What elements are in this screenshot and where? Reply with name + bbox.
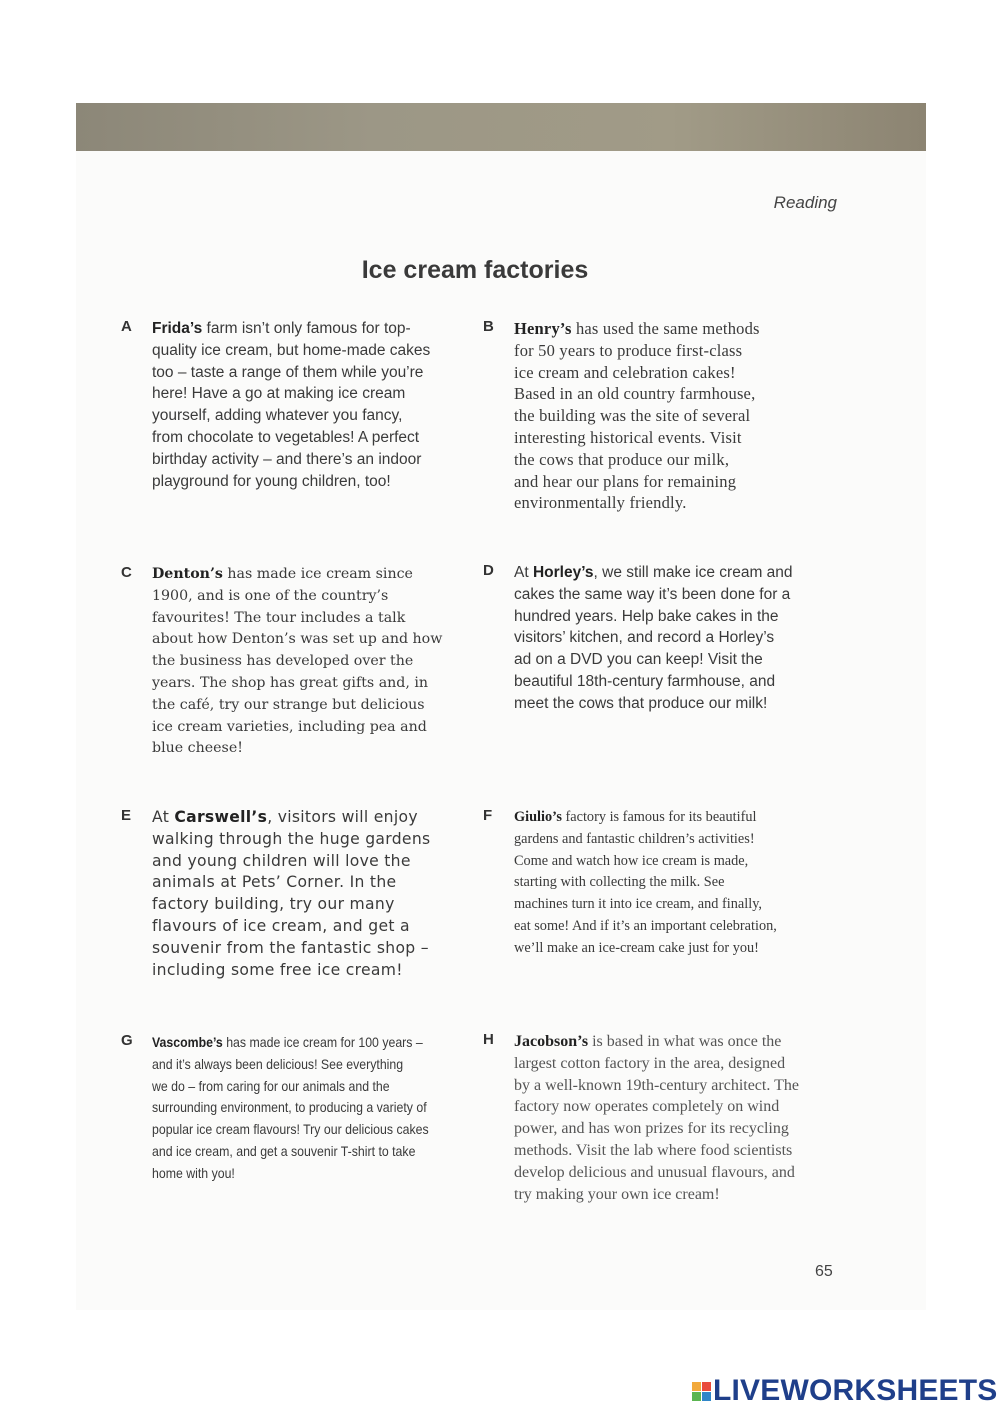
page-title: Ice cream factories <box>361 256 589 284</box>
entry-body: factory is famous for its beautiful gardens and fantastic children’s activities! Come and watch how ice cream is made, starting with collecting the milk. See machines turn it into ice cream, and finally, eat some! And if it’s an important celebration, we’ll make an ice-cream cake just for you! <box>514 809 777 956</box>
logo-square <box>692 1392 701 1401</box>
factory-name: Frida’s <box>152 320 203 337</box>
factory-name: Jacobson’s <box>514 1033 589 1050</box>
entry-letter: C <box>121 564 132 581</box>
factory-name: Denton’s <box>152 566 223 582</box>
logo-square <box>702 1392 711 1401</box>
logo-text: LIVEWORKSHEETS <box>713 1374 998 1407</box>
entry-letter: F <box>483 807 493 824</box>
entry-text <box>514 562 793 715</box>
entry-body: has made ice cream since 1900, and is one of the country’s favourites! The tour includes a talk about how Denton’s was set up and how the business has developed over the years. The shop has great gifts and, in the café, try our strange but delicious ice cream varieties, including pea and blue cheese! <box>152 566 443 757</box>
entry-text <box>152 1032 504 1185</box>
entry-prefix: At <box>514 564 533 581</box>
factory-name: Henry’s <box>514 319 572 338</box>
entry-letter: A <box>121 318 132 335</box>
logo-square <box>702 1382 711 1391</box>
entry-text <box>152 564 442 760</box>
section-label: Reading <box>773 193 837 212</box>
entry-body: has made ice cream for 100 years – and it’s always been delicious! See everything we do – from caring for our animals and the surrounding environment, to producing a variety of popular ice cream flavours! Try our delicious cakes and ice cream, and get a souvenir T-shirt to take home with you! <box>152 1034 429 1181</box>
entry-text <box>152 807 430 981</box>
factory-name: Horley’s <box>532 564 594 581</box>
entry-letter: H <box>483 1031 494 1048</box>
entry-letter: D <box>483 562 494 579</box>
entry-letter: B <box>483 318 494 335</box>
entry-body: is based in what was once the largest cotton factory in the area, designed by a well-known 19th-century architect. The factory now operates completely on wind power, and has won prizes for its recycling methods. Visit the lab where food scientists develop delicious and unusual flavours, and try making your own ice cream! <box>514 1033 799 1203</box>
factory-name: Carswell’s <box>174 808 268 826</box>
entry-text <box>514 1031 799 1205</box>
entry-letter: G <box>121 1032 133 1049</box>
liveworksheets-logo[interactable] <box>692 1374 998 1408</box>
entry-text <box>152 318 430 492</box>
entry-text <box>514 318 760 514</box>
entry-body: has used the same methods for 50 years to produce first-class ice cream and celebration cakes! Based in an old country farmhouse, the building was the site of several interesting historical events. Visit the cows that produce our milk, and hear our plans for remaining environmentally friendly. <box>514 319 760 513</box>
entry-prefix: At <box>152 808 175 826</box>
header-band <box>76 103 926 151</box>
factory-name: Giulio’s <box>514 809 562 825</box>
logo-mark-icon <box>692 1382 711 1401</box>
logo-square <box>692 1382 701 1391</box>
entry-body: , we still make ice cream and cakes the same way it’s been done for a hundred years. Help bake cakes in the visitors’ kitchen, and record a Horley’s ad on a DVD you can keep! Visit the beautiful 18th-century farmhouse, and meet the cows that produce our milk! <box>514 564 793 712</box>
entry-letter: E <box>121 807 132 824</box>
entry-body: farm isn’t only famous for top- quality ice cream, but home-made cakes too – taste a range of them while you’re here! Have a go at making ice cream yourself, adding whatever you fancy, from chocolate to vegetables! A perfect birthday activity – and there’s an indoor playground for young children, too! <box>152 320 431 490</box>
entry-body: , visitors will enjoy walking through the huge gardens and young children will love the animals at Pets’ Corner. In the factory building, try our many flavours of ice cream, and get a souvenir from the fantastic shop – including some free ice cream! <box>152 808 431 979</box>
factory-name: Vascombe’s <box>152 1034 223 1050</box>
page-number: 65 <box>815 1263 833 1280</box>
entry-text <box>514 807 777 960</box>
